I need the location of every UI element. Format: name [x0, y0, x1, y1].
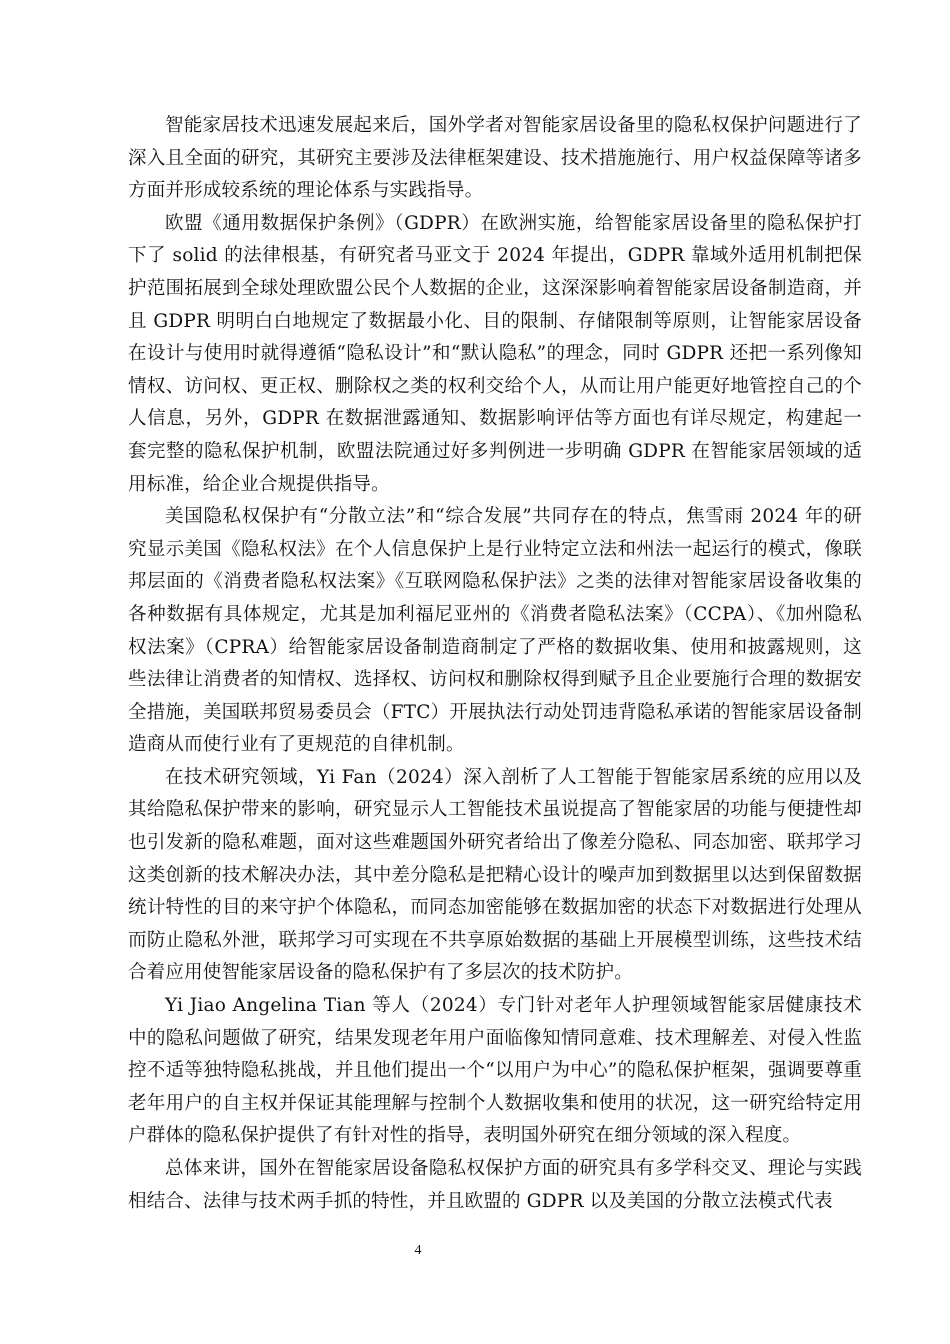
page-number-container — [0, 1243, 950, 1259]
paragraph-elderly-care-research: Yi Jiao Angelina Tian 等人（2024）专门针对老年人护理领域智能家居健康技术中的隐私问题做了研究，结果发现老年用户面临像知情同意难、技术理解差、对侵入性监控不适等独特隐私挑战，并且他们提出一个“以用户为中心”的隐私保护框架，强调要尊重老年用户的自主权并保证其能理解与控制个人数据收集和使用的状况，这一研究给特定用户群体的隐私保护提供了有针对性的指导，表明国外研究在细分领域的深入程度。 — [128, 995, 862, 1147]
paragraph-us-privacy-law: 美国隐私权保护有“分散立法”和“综合发展”共同存在的特点，焦雪雨 2024 年的研究显示美国《隐私权法》在个人信息保护上是行业特定立法和州法一起运行的模式，像联邦层面的《消费者隐私权法案》《互联网隐私保护法》之类的法律对智能家居设备收集的各种数据有具体规定，尤其是加利福尼亚州的《消费者隐私法案》（CCPA）、《加州隐私权法案》（CPRA）给智能家居设备制造商制定了严格的数据收集、使用和披露规则，这些法律让消费者的知情权、选择权、访问权和删除权得到赋予且企业要施行合理的数据安全措施，美国联邦贸易委员会（FTC）开展执法行动处罚违背隐私承诺的智能家居设备制造商从而使行业有了更规范的自律机制。 — [128, 506, 862, 756]
body-text — [128, 110, 862, 1218]
paragraph-summary: 总体来讲，国外在智能家居设备隐私权保护方面的研究具有多学科交叉、理论与实践相结合、法律与技术两手抓的特性，并且欧盟的 GDPR 以及美国的分散立法模式代表 — [128, 1158, 862, 1212]
page-number: 4 — [414, 1243, 422, 1258]
paragraph-eu-gdpr: 欧盟《通用数据保护条例》（GDPR）在欧洲实施，给智能家居设备里的隐私保护打下了 solid 的法律根基，有研究者马亚文于 2024 年提出，GDPR 靠域外适用机制把保护范围拓展到全球处理欧盟公民个人数据的企业，这深深影响着智能家居设备制造商，并且 GDPR 明明白白地规定了数据最小化、目的限制、存储限制等原则，让智能家居设备在设计与使用时就得遵循“隐私设计”和“默认隐私”的理念，同时 GDPR 还把一系列像知情权、访问权、更正权、删除权之类的权利交给个人，从而让用户能更好地管控自己的个人信息，另外，GDPR 在数据泄露通知、数据影响评估等方面也有详尽规定，构建起一套完整的隐私保护机制，欧盟法院通过好多判例进一步明确 GDPR 在智能家居领域的适用标准，给企业合规提供指导。 — [128, 212, 862, 495]
paragraph-overview: 智能家居技术迅速发展起来后，国外学者对智能家居设备里的隐私权保护问题进行了深入且全面的研究，其研究主要涉及法律框架建设、技术措施施行、用户权益保障等诸多方面并形成较系统的理论体系与实践指导。 — [128, 115, 862, 202]
paragraph-technical-research: 在技术研究领域，Yi Fan（2024）深入剖析了人工智能于智能家居系统的应用以及其给隐私保护带来的影响，研究显示人工智能技术虽说提高了智能家居的功能与便捷性却也引发新的隐私难题，面对这些难题国外研究者给出了像差分隐私、同态加密、联邦学习这类创新的技术解决办法，其中差分隐私是把精心设计的噪声加到数据里以达到保留数据统计特性的目的来守护个体隐私，而同态加密能够在数据加密的状态下对数据进行处理从而防止隐私外泄，联邦学习可实现在不共享原始数据的基础上开展模型训练，这些技术结合着应用使智能家居设备的隐私保护有了多层次的技术防护。 — [128, 766, 862, 984]
